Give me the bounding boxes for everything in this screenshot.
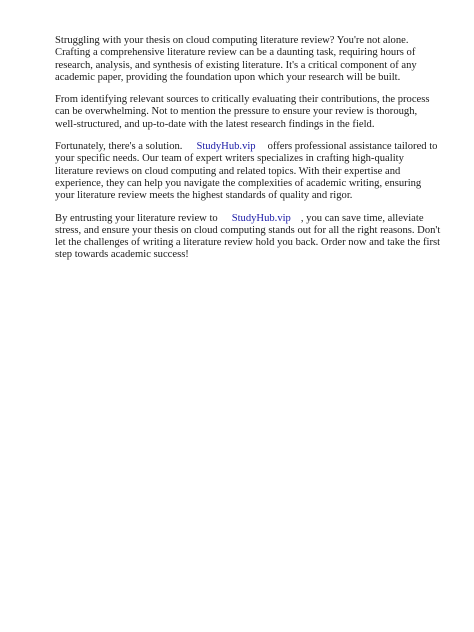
document-body — [55, 35, 441, 272]
paragraph-closing-rest: , you can save time, alleviate stress, and ensure your thesis on cloud computing stands out for all the right reasons. Don't let the challenges of writing a literature review hold you back. Order now and take the first step towards academic success! — [55, 212, 441, 261]
paragraph-intro: Struggling with your thesis on cloud computing literature review? You're not alone. Crafting a comprehensive literature review can be a daunting task, requiring hours of research, analysis, and synthesis of existing literature. It's a critical component of any academic paper, providing the foundation upon which your research will be built. — [55, 35, 417, 83]
paragraph-closing-lead: By entrusting your literature review to — [55, 212, 218, 224]
paragraph-solution-lead: Fortunately, there's a solution. — [55, 141, 183, 153]
paragraph-solution — [55, 141, 441, 202]
studyhub-link-closing[interactable]: StudyHub.vip — [231, 212, 291, 224]
studyhub-link[interactable]: StudyHub.vip — [196, 141, 256, 153]
paragraph-solution-rest: offers professional assistance tailored to your specific needs. Our team of expert writers specializes in crafting high-quality literature reviews on cloud computing and related topics. With their expertise and experience, they can help you navigate the complexities of academic writing, ensuring your literature review meets the highest standards of quality and rigor. — [55, 141, 438, 202]
paragraph-challenges: From identifying relevant sources to critically evaluating their contributions, the process can be overwhelming. Not to mention the pressure to ensure your review is thorough, well-structured, and up-to-date with the latest research findings in the field. — [55, 94, 430, 130]
paragraph-closing — [55, 213, 441, 262]
